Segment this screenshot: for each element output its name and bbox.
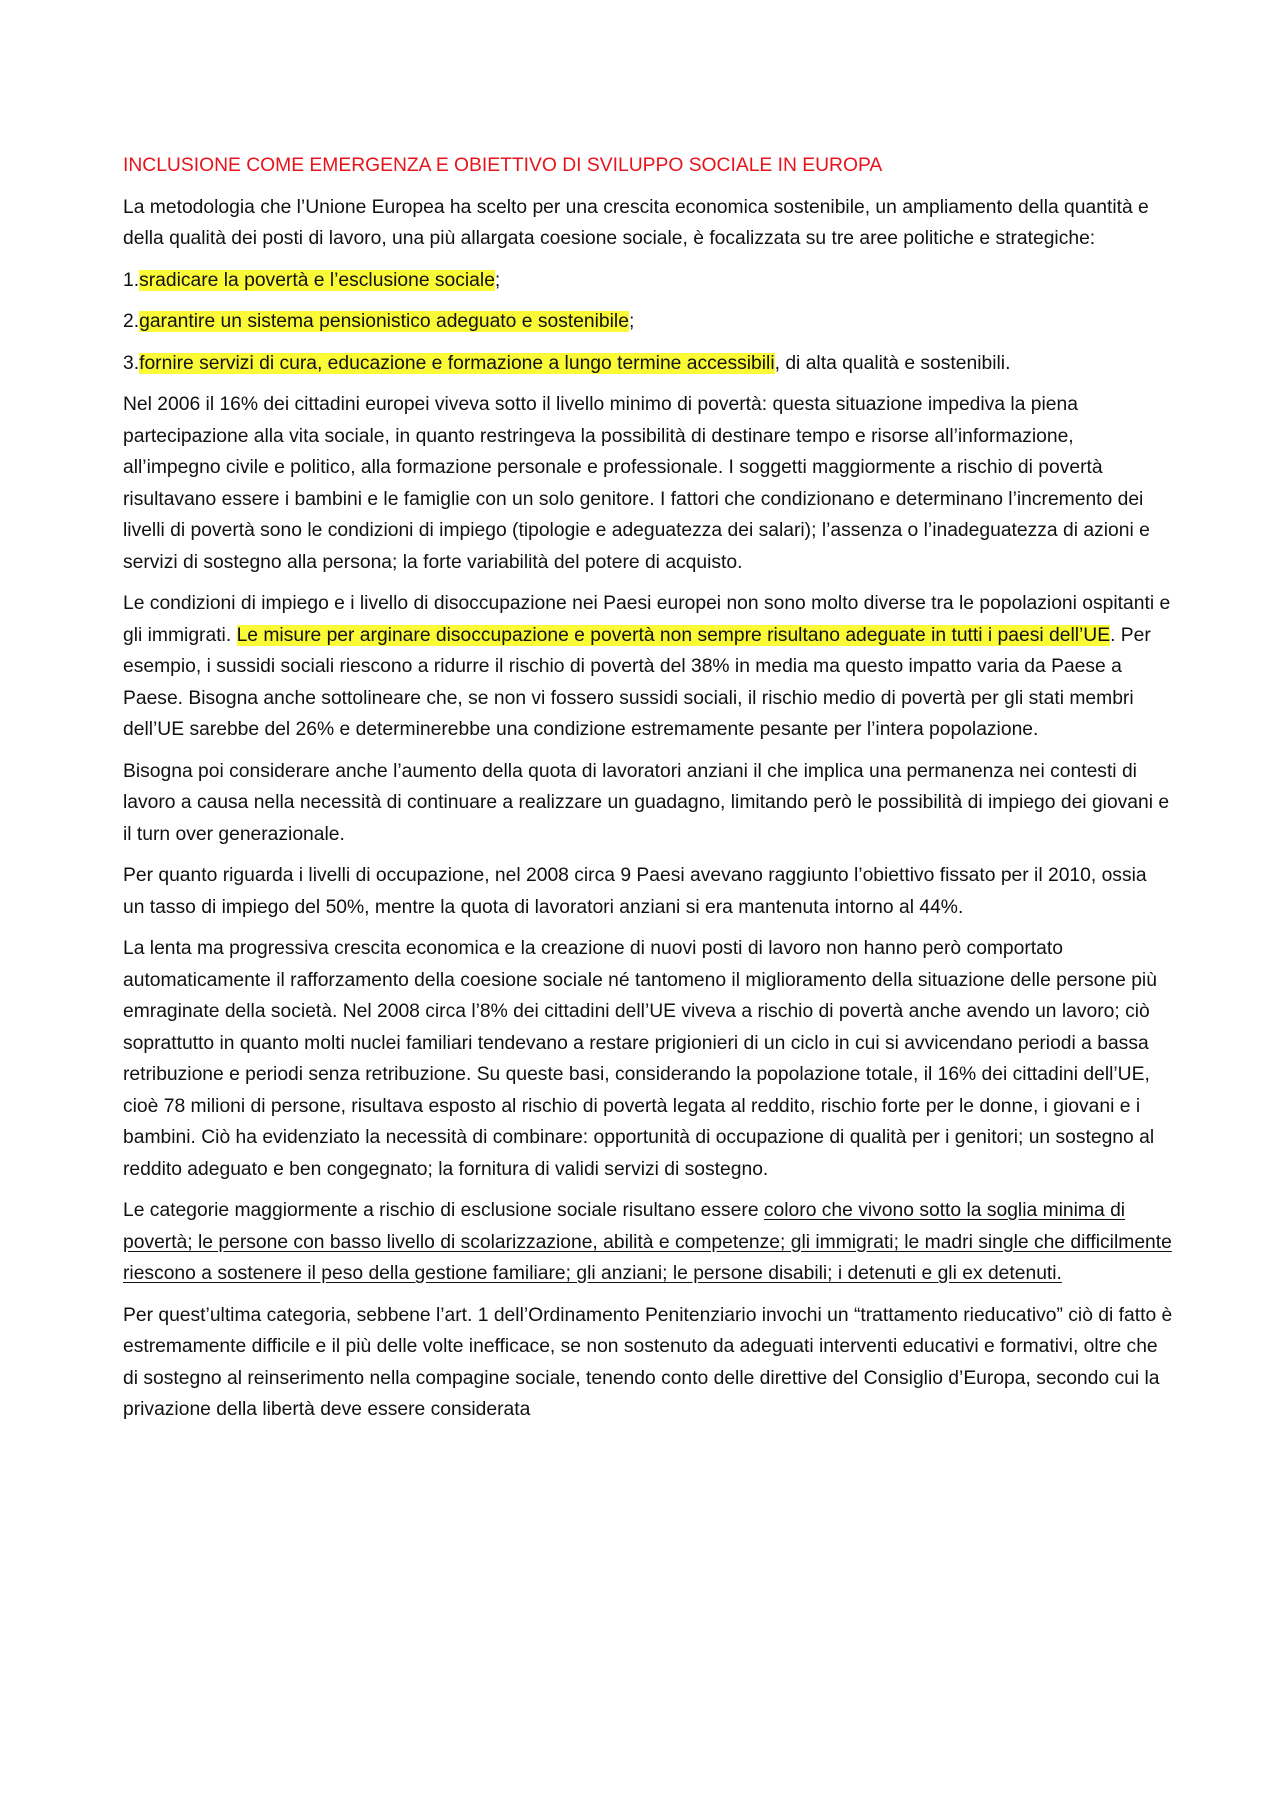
underlined-text: coloro che vivono sotto la soglia minima di povertà; le persone con basso livello di scolarizzazione, abilità e competenze; gli immigrati; le madri single che difficilmente riescono a sostenere il peso della gestione familiare; gli anziani; le persone disabili; i detenuti e gli ex detenuti. bbox=[123, 1200, 1172, 1284]
list-number: 3. bbox=[123, 352, 140, 374]
paragraph-text: Le categorie maggiormente a rischio di esclusione sociale risultano essere bbox=[123, 1200, 764, 1221]
list-item-rest: ; bbox=[494, 269, 501, 291]
intro-paragraph: La metodologia che l’Unione Europea ha scelto per una crescita economica sostenibile, un ampliamento della quantità e della qualità dei posti di lavoro, una più allargata coesione sociale, è focalizzata su tre aree politiche e strategiche: bbox=[123, 196, 1149, 249]
list-item bbox=[123, 265, 1173, 297]
highlighted-text: garantire un sistema pensionistico adeguato e sostenibile bbox=[139, 311, 629, 332]
highlighted-text: sradicare la povertà e l’esclusione sociale bbox=[139, 269, 495, 291]
paragraph-risk-categories bbox=[123, 1195, 1173, 1290]
paragraph-text: Le condizioni di impiego e i livello di disoccupazione nei Paesi europei non sono molto diverse tra le popolazioni ospitanti e gli immigrati. bbox=[123, 593, 1171, 646]
highlighted-text: fornire servizi di cura, educazione e formazione a lungo termine accessibili bbox=[139, 352, 775, 374]
paragraph-text: . Per esempio, i sussidi sociali riescono a ridurre il rischio di povertà del 38% in media ma questo impatto varia da Paese a Paese. Bisogna anche sottolineare che, se non vi fossero sussidi sociali, il rischio medio di povertà per gli stati membri dell’UE sarebbe del 26% e determinerebbe una condizione estremamente pesante per l’intera popolazione. bbox=[123, 624, 1151, 740]
list-number: 2. bbox=[123, 311, 140, 332]
document-title: INCLUSIONE COME EMERGENZA E OBIETTIVO DI SVILUPPO SOCIALE IN EUROPA bbox=[123, 155, 883, 176]
list-item-rest: , di alta qualità e sostenibili. bbox=[774, 352, 1011, 374]
list-item bbox=[123, 306, 1173, 338]
paragraph-older-workers: Bisogna poi considerare anche l’aumento della quota di lavoratori anziani il che implica una permanenza nei contesti di lavoro a causa nella necessità di continuare a realizzare un guadagno, limitando però le possibilità di impiego dei giovani e il turn over generazionale. bbox=[123, 760, 1170, 845]
list-number: 1. bbox=[123, 269, 140, 291]
paragraph-employment-conditions bbox=[123, 588, 1173, 746]
highlighted-text: Le misure per arginare disoccupazione e povertà non sempre risultano adeguate in tutti i paesi dell’UE bbox=[236, 624, 1111, 646]
paragraph-occupation-levels: Per quanto riguarda i livelli di occupazione, nel 2008 circa 9 Paesi avevano raggiunto l’obiettivo fissato per il 2010, ossia un tasso di impiego del 50%, mentre la quota di lavoratori anziani si era mantenuta intorno al 44%. bbox=[123, 865, 1147, 918]
paragraph-poverty-2006: Nel 2006 il 16% dei cittadini europei viveva sotto il livello minimo di povertà: questa situazione impediva la piena partecipazione alla vita sociale, in quanto restringeva la possibilità di destinare tempo e risorse all’informazione, all’impegno civile e politico, alla formazione personale e professionale. I soggetti maggiormente a rischio di povertà risultavano essere i bambini e le famiglie con un solo genitore. I fattori che condizionano e determinano l’incremento dei livelli di povertà sono le condizioni di impiego (tipologie e adeguatezza dei salari); l’assenza o l’inadeguatezza di azioni e servizi di sostegno alla persona; la forte variabilità del potere di acquisto. bbox=[123, 394, 1150, 573]
paragraph-detainees: Per quest’ultima categoria, sebbene l’art. 1 dell’Ordinamento Penitenziario invochi un “trattamento rieducativo” ciò di fatto è estremamente difficile e il più delle volte inefficace, se non sostenuto da adeguati interventi educativi e formativi, oltre che di sostegno al reinserimento nella compagine sociale, tenendo conto delle direttive del Consiglio d’Europa, secondo cui la privazione della libertà deve essere considerata bbox=[123, 1304, 1173, 1420]
paragraph-economic-growth: La lenta ma progressiva crescita economica e la creazione di nuovi posti di lavoro non hanno però comportato automaticamente il rafforzamento della coesione sociale né tantomeno il miglioramento della situazione delle persone più emraginate della società. Nel 2008 circa l’8% dei cittadini dell’UE viveva a rischio di povertà anche avendo un lavoro; ciò soprattutto in quanto molti nuclei familiari tendevano a restare prigionieri di un ciclo in cui si avvicendano periodi a bassa retribuzione e periodi senza retribuzione. Su queste basi, considerando la popolazione totale, il 16% dei cittadini dell’UE, cioè 78 milioni di persone, risultava esposto al rischio di povertà legata al reddito, rischio forte per le donne, i giovani e i bambini. Ciò ha evidenziato la necessità di combinare: opportunità di occupazione di qualità per i genitori; un sostegno al reddito adeguato e ben congegnato; la fornitura di validi servizi di sostegno. bbox=[123, 938, 1157, 1180]
document-page bbox=[123, 150, 1173, 1436]
list-item-rest: ; bbox=[628, 311, 635, 332]
list-item bbox=[123, 348, 1173, 380]
